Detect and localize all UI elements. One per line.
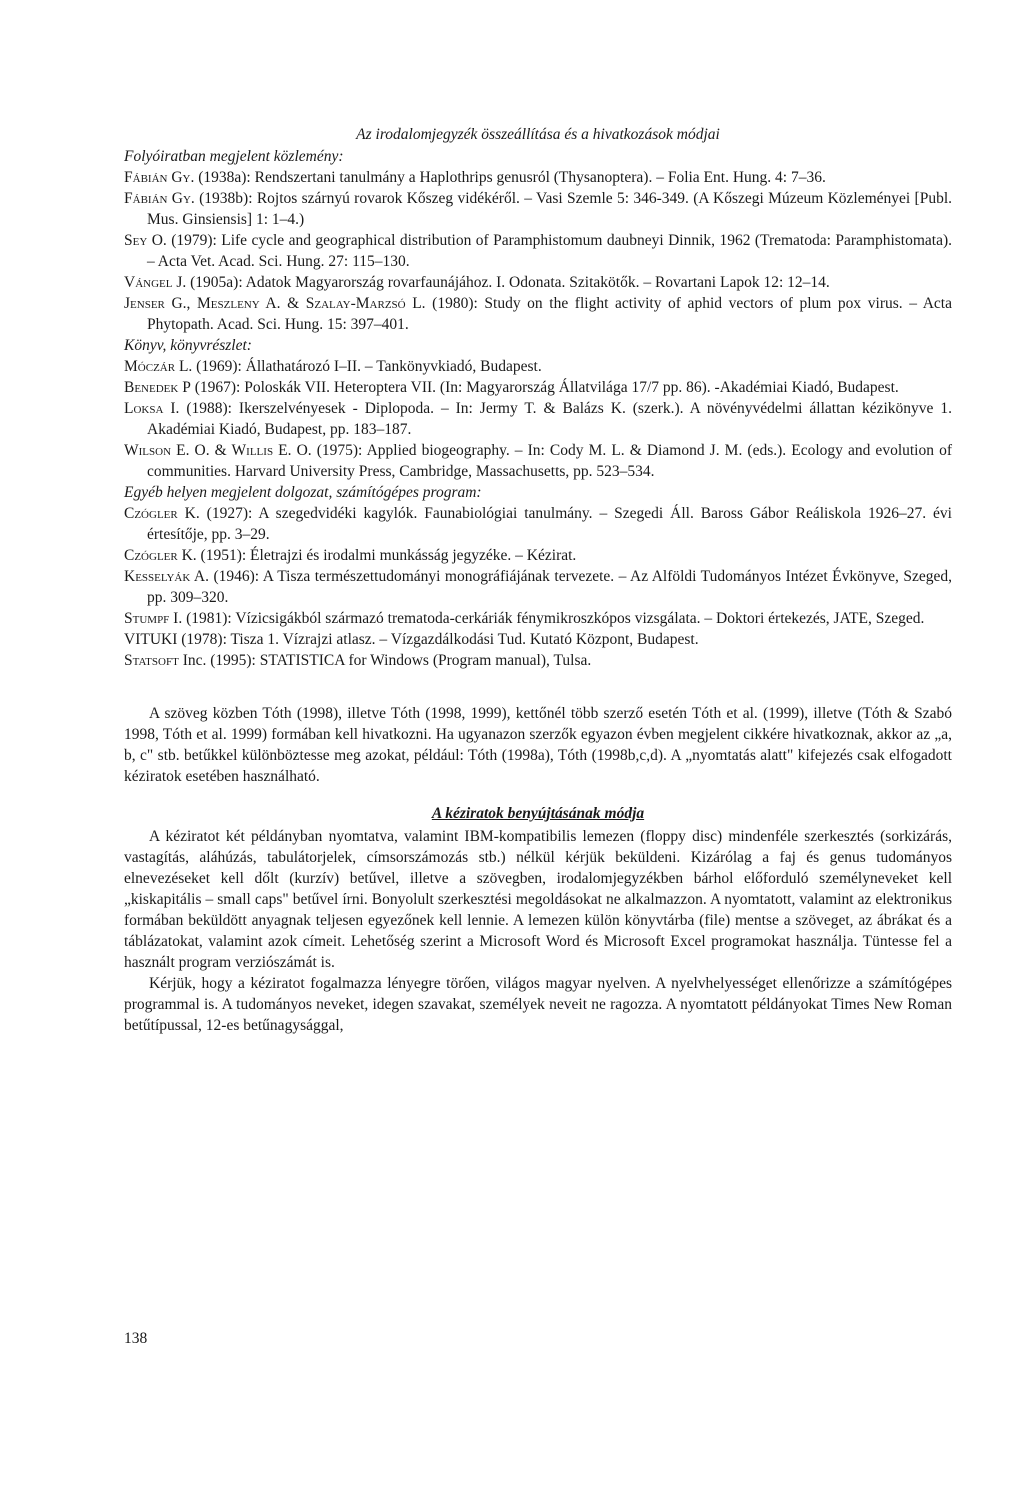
reference-text: (1981): Vízicsigákból származó trematoda-cerkáriák fénymikroszkópos vizsgálata. – Doktori értekezés, JATE, Szeged. (182, 610, 925, 627)
reference-author: Czógler K. (124, 547, 197, 564)
references-heading: Az irodalomjegyzék összeállítása és a hivatkozások módjai (356, 126, 720, 143)
reference-category (124, 482, 952, 671)
reference-category (124, 146, 952, 335)
reference-text: (1979): Life cycle and geographical distribution of Paramphistomum daubneyi Dinnik, 1962 (Trematoda: Paramphistomata). – Acta Vet. Acad. Sci. Hung. 27: 115–130. (147, 232, 952, 270)
reference-entry (124, 503, 952, 545)
reference-entry (124, 188, 952, 230)
reference-author: Jenser G., Meszleny A. & Szalay-Marzsó L. (124, 295, 426, 312)
section-title: A kéziratok benyújtásának módja (431, 805, 645, 822)
reference-text: (1927): A szegedvidéki kagylók. Faunabiológiai tanulmány. – Szegedi Áll. Baross Gábor Reáliskola 1926–27. évi értesítője, pp. 3–29. (147, 505, 952, 543)
reference-author: Wilson E. O. & Willis E. O. (124, 442, 312, 459)
reference-entry (124, 230, 952, 272)
reference-author: Statsoft (124, 652, 179, 669)
citation-paragraph: A szöveg közben Tóth (1998), illetve Tóth (1998, 1999), kettőnél több szerző esetén Tóth et al. (1999), illetve (Tóth & Szabó 1998, Tóth et al. 1999) formában kell hivatkozni. Ha ugyanazon szerzők egyazon évben megjelent cikkére hivatkoznak, akkor az „a, b, c" stb. betűkkel különböztesse meg azokat, például: Tóth (1998a), Tóth (1998b,c,d). A „nyomtatás alatt" kifejezés csak elfogadott kéziratok esetében használható. (124, 705, 952, 785)
reference-author: Vángel J. (124, 274, 187, 291)
reference-entry (124, 377, 952, 398)
reference-text: (1988): Ikerszelvényesek - Diplopoda. – In: Jermy T. & Balázs K. (szerk.). A növényvédelmi állattan kézikönyve 1. Akadémiai Kiadó, Budapest, pp. 183–187. (147, 400, 952, 438)
reference-author: Fábián Gy. (124, 169, 195, 186)
category-label: Folyóiratban megjelent közlemény: (124, 148, 344, 165)
reference-entry (124, 272, 952, 293)
reference-entry (124, 356, 952, 377)
reference-author: Kesselyák A. (124, 568, 210, 585)
reference-entry (124, 440, 952, 482)
reference-entry (124, 545, 952, 566)
reference-text: (1905a): Adatok Magyarország rovarfaunájához. I. Odonata. Szitakötők. – Rovartani Lapok 12: 12–14. (186, 274, 830, 291)
reference-text: (1980): Study on the flight activity of aphid vectors of plum pox virus. – Acta Phytopath. Acad. Sci. Hung. 15: 397–401. (147, 295, 952, 333)
reference-entry (124, 167, 952, 188)
reference-text: (1975): Applied biogeography. – In: Cody M. L. & Diamond J. M. (eds.). Ecology and evolution of communities. Harvard University Press, Cambridge, Massachusetts, pp. 523–534. (147, 442, 952, 480)
body-paragraph: Kérjük, hogy a kéziratot fogalmazza lényegre törően, világos magyar nyelven. A nyelvhelyességet ellenőrizze a számítógépes programmal is. A tudományos neveket, idegen szavakat, személyek neveit ne ragozza. A nyomtatott példányokat Times New Roman betűtípussal, 12-es betűnagysággal, (124, 975, 952, 1034)
category-label: Egyéb helyen megjelent dolgozat, számítógépes program: (124, 484, 482, 501)
category-label: Könyv, könyvrészlet: (124, 337, 252, 354)
reference-entry (124, 650, 952, 671)
reference-author: Sey O. (124, 232, 167, 249)
reference-author: Móczár L. (124, 358, 193, 375)
body-paragraph: A kéziratot két példányban nyomtatva, valamint IBM-kompatibilis lemezen (floppy disc) mindenféle szerkesztés (sorkizárás, vastagítás, aláhúzás, tabulátorjelek, címsorszámozás stb.) nélkül kérjük beküldeni. Kizárólag a faj és genus tudományos elnevezéseket kell dőlt (kurzív) betűvel, illetve a szövegben, irodalomjegyzékben bárhol előforduló személyneveket kell „kiskapitális – small caps" betűvel írni. Bonyolult szerkesztési megoldásokat ne alkalmazzon. A nyomtatott, valamint az elektronikus formában beküldött anyagnak teljesen egyezőnek kell lennie. A lemezen külön könyvtárba (file) mentse a szöveget, az ábrákat és a táblázatokat, valamint azok címeit. Lehetőség szerint a Microsoft Word és Microsoft Excel programokat használja. Tüntesse fel a használt program verziószámát is. (124, 828, 952, 971)
reference-entry (124, 608, 952, 629)
reference-entry (124, 293, 952, 335)
reference-text: (1969): Állathatározó I–II. – Tankönyvkiadó, Budapest. (192, 358, 542, 375)
reference-author: Stumpf I. (124, 610, 183, 627)
reference-author: VITUKI (124, 631, 178, 648)
reference-text: Inc. (1995): STATISTICA for Windows (Program manual), Tulsa. (178, 652, 592, 669)
reference-category (124, 335, 952, 482)
reference-author: Fábián Gy. (124, 190, 195, 207)
reference-entry (124, 566, 952, 608)
spacer (124, 671, 952, 703)
page-content (124, 124, 952, 1036)
reference-author: Benedek P (124, 379, 191, 396)
reference-entry (124, 398, 952, 440)
reference-author: Loksa I. (124, 400, 180, 417)
reference-text: (1938a): Rendszertani tanulmány a Haplothrips genusról (Thysanoptera). – Folia Ent. Hung. 4: 7–36. (194, 169, 826, 186)
reference-text: (1938b): Rojtos szárnyú rovarok Kőszeg vidékéről. – Vasi Szemle 5: 346-349. (A Kőszegi Múzeum Közleményei [Publ. Mus. Ginsiensis] 1: 1–4.) (147, 190, 952, 228)
reference-text: (1951): Életrajzi és irodalmi munkásság jegyzéke. – Kézirat. (196, 547, 577, 564)
reference-text: (1967): Poloskák VII. Heteroptera VII. (In: Magyarország Állatvilága 17/7 pp. 86). -Akadémiai Kiadó, Budapest. (190, 379, 899, 396)
reference-text: (1946): A Tisza természettudományi monográfiájának tervezete. – Az Alföldi Tudományos Intézet Évkönyve, Szeged, pp. 309–320. (147, 568, 952, 606)
reference-text: (1978): Tisza 1. Vízrajzi atlasz. – Vízgazdálkodási Tud. Kutató Központ, Budapest. (177, 631, 699, 648)
reference-author: Czógler K. (124, 505, 200, 522)
page-number: 138 (124, 1330, 148, 1347)
reference-entry (124, 629, 952, 650)
